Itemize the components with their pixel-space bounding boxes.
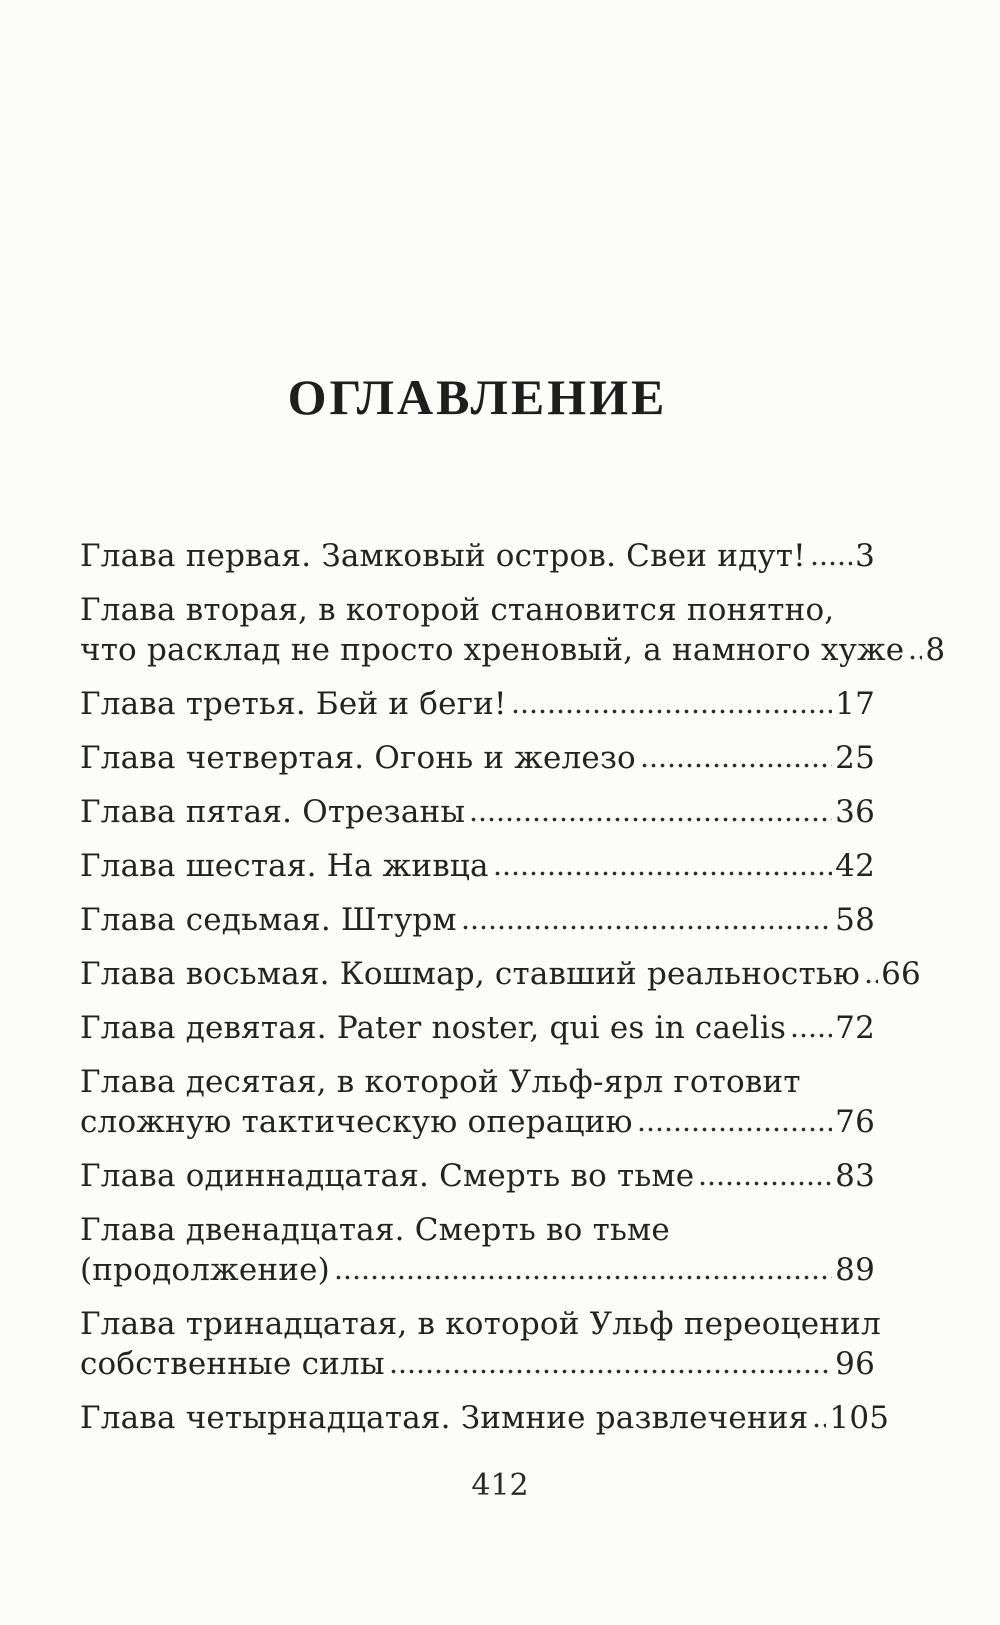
toc-entry-last-line <box>80 792 875 832</box>
toc-entry <box>80 1398 890 1438</box>
page-folio-number: 412 <box>471 1468 529 1503</box>
toc-entry-last-line <box>80 846 875 886</box>
dot-leader <box>334 1275 832 1280</box>
toc-entry-last-line <box>80 1102 875 1142</box>
toc-entry-last-line <box>80 1344 875 1384</box>
chapter-page-number: 36 <box>835 794 875 830</box>
chapter-page-number: 3 <box>855 538 875 574</box>
chapter-title-text: сложную тактическую операцию <box>80 1104 633 1140</box>
toc-entry-last-line <box>80 1008 875 1048</box>
toc-entry <box>80 900 875 940</box>
toc-entry-line <box>80 1210 875 1250</box>
toc-list <box>80 536 946 1438</box>
dot-leader <box>790 1033 832 1038</box>
chapter-title-text: Глава вторая, в которой становится понятно, <box>80 592 835 628</box>
dot-leader <box>698 1181 832 1186</box>
toc-entry <box>80 1062 875 1142</box>
toc-entry <box>80 536 875 576</box>
toc-entry <box>80 590 946 670</box>
chapter-page-number: 105 <box>829 1400 890 1436</box>
dot-leader <box>810 561 852 566</box>
chapter-title-text: Глава пятая. Отрезаны <box>80 794 466 830</box>
chapter-page-number: 66 <box>881 956 921 992</box>
toc-entry-line <box>80 590 875 630</box>
dot-leader <box>493 871 832 876</box>
chapter-page-number: 83 <box>835 1158 875 1194</box>
toc-entry <box>80 1156 875 1196</box>
toc-entry-last-line <box>80 1250 875 1290</box>
chapter-title-text: Глава четырнадцатая. Зимние развлечения <box>80 1400 809 1436</box>
chapter-title-text: Глава первая. Замковый остров. Свеи идут! <box>80 538 806 574</box>
chapter-title-text: Глава одиннадцатая. Смерть во тьме <box>80 1158 695 1194</box>
toc-entry <box>80 846 875 886</box>
chapter-page-number: 72 <box>835 1010 875 1046</box>
chapter-title-text: собственные силы <box>80 1346 385 1382</box>
toc-entry-last-line <box>80 738 875 778</box>
dot-leader <box>908 655 922 660</box>
dot-leader <box>469 817 832 822</box>
toc-entry-last-line <box>80 954 921 994</box>
chapter-page-number: 42 <box>835 848 875 884</box>
dot-leader <box>812 1423 826 1428</box>
chapter-title-text: Глава седьмая. Штурм <box>80 902 457 938</box>
chapter-title-text: Глава девятая. Pater noster, qui es in caelis <box>80 1010 787 1046</box>
dot-leader <box>640 763 832 768</box>
dot-leader <box>461 925 832 930</box>
chapter-title-text: что расклад не просто хреновый, а намного хуже <box>80 632 905 668</box>
dot-leader <box>637 1127 832 1132</box>
toc-entry <box>80 1008 875 1048</box>
chapter-page-number: 76 <box>835 1104 875 1140</box>
toc-entry-line <box>80 1062 875 1102</box>
toc-entry <box>80 738 875 778</box>
toc-entry-last-line <box>80 630 946 670</box>
toc-entry <box>80 684 875 724</box>
chapter-title-text: Глава тринадцатая, в которой Ульф переоценил <box>80 1306 881 1342</box>
chapter-page-number: 58 <box>835 902 875 938</box>
chapter-title-text: Глава восьмая. Кошмар, ставший реальностью <box>80 956 861 992</box>
dot-leader <box>864 979 878 984</box>
chapter-page-number: 25 <box>835 740 875 776</box>
toc-entry <box>80 954 921 994</box>
chapter-page-number: 8 <box>925 632 946 668</box>
chapter-page-number: 17 <box>835 686 875 722</box>
toc-entry-last-line <box>80 1398 890 1438</box>
toc-entry <box>80 1304 881 1384</box>
chapter-page-number: 89 <box>835 1252 875 1288</box>
chapter-title-text: Глава шестая. На живца <box>80 848 489 884</box>
dot-leader <box>511 709 832 714</box>
chapter-page-number: 96 <box>835 1346 875 1382</box>
toc-entry-last-line <box>80 536 875 576</box>
toc-entry-line <box>80 1304 881 1344</box>
toc-title: ОГЛАВЛЕНИЕ <box>287 369 668 425</box>
toc-entry <box>80 792 875 832</box>
chapter-title-text: Глава третья. Бей и беги! <box>80 686 507 722</box>
chapter-title-text: Глава четвертая. Огонь и железо <box>80 740 636 776</box>
toc-entry-last-line <box>80 1156 875 1196</box>
toc-entry <box>80 1210 875 1290</box>
chapter-title-text: (продолжение) <box>80 1252 330 1288</box>
toc-entry-last-line <box>80 900 875 940</box>
toc-entry-last-line <box>80 684 875 724</box>
dot-leader <box>389 1369 832 1374</box>
chapter-title-text: Глава десятая, в которой Ульф-ярл готовит <box>80 1064 801 1100</box>
chapter-title-text: Глава двенадцатая. Смерть во тьме <box>80 1212 670 1248</box>
